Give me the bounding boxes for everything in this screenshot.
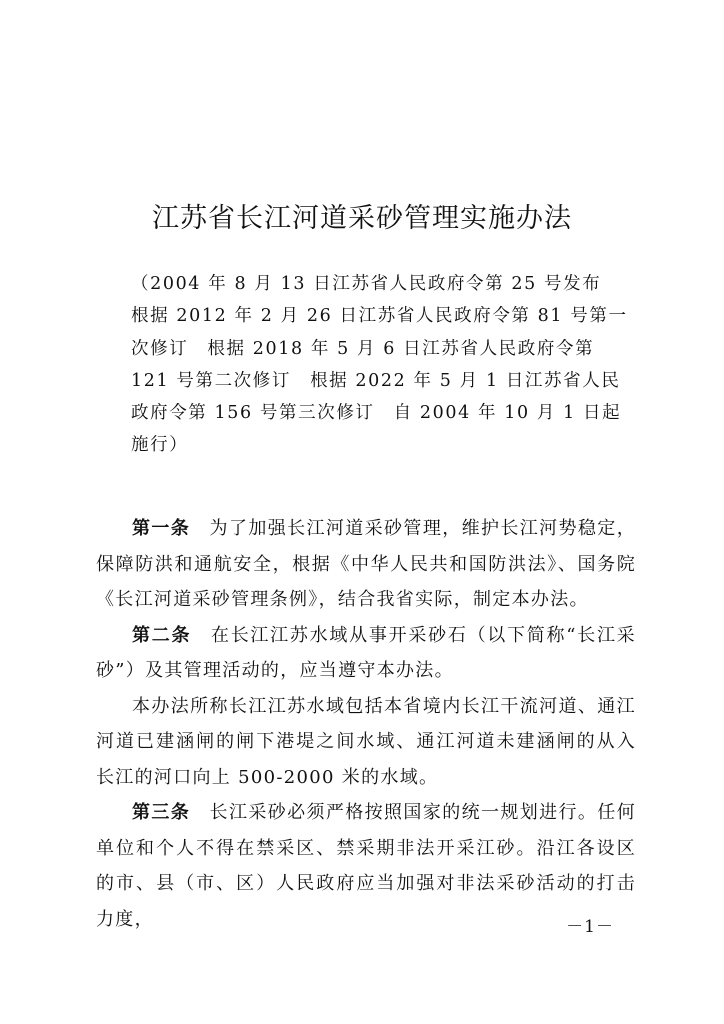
article-number: 第三条	[132, 802, 191, 823]
issuance-info	[131, 268, 628, 462]
issuance-line: 施行）	[131, 435, 189, 456]
article-2-paragraph-2	[96, 689, 636, 796]
article-text: 长江采砂必须严格按照国家的统一规划进行。任何单位和个人不得在禁采区、禁采期非法开采江砂。沿江各设区的市、县（市、区）人民政府应当加强对非法采砂活动的打击力度，	[96, 802, 636, 930]
article-text: 本办法所称长江江苏水域包括本省境内长江干流河道、通江河道已建涵闸的闸下港堤之间水域、通江河道未建涵闸的从入长江的河口向上 500-2000 米的水域。	[96, 695, 636, 788]
article-number: 第一条	[132, 518, 191, 539]
article-3	[96, 795, 636, 937]
article-2	[96, 618, 636, 689]
issuance-line: 121 号第二次修订 根据 2022 年 5 月 1 日江苏省人民	[131, 370, 621, 391]
page-number: －1－	[566, 917, 614, 937]
article-text: 在长江江苏水域从事开采砂石（以下简称“长江采砂”）及其管理活动的，应当遵守本办法。	[96, 624, 636, 681]
article-1	[96, 511, 636, 618]
article-text: 为了加强长江河道采砂管理，维护长江河势稳定，保障防洪和通航安全，根据《中华人民共和国防洪法》、国务院《长江河道采砂管理条例》，结合我省实际，制定本办法。	[96, 518, 636, 610]
issuance-line: 次修订 根据 2018 年 5 月 6 日江苏省人民政府令第	[131, 338, 595, 359]
article-number: 第二条	[132, 624, 192, 646]
issuance-line: （2004 年 8 月 13 日江苏省人民政府令第 25 号发布	[131, 274, 602, 294]
document-body	[96, 511, 636, 937]
document-title: 江苏省长江河道采砂管理实施办法	[152, 203, 572, 234]
issuance-line: 根据 2012 年 2 月 26 日江苏省人民政府令第 81 号第一	[131, 306, 628, 327]
issuance-line: 政府令第 156 号第三次修订 自 2004 年 10 月 1 日起	[131, 403, 622, 424]
